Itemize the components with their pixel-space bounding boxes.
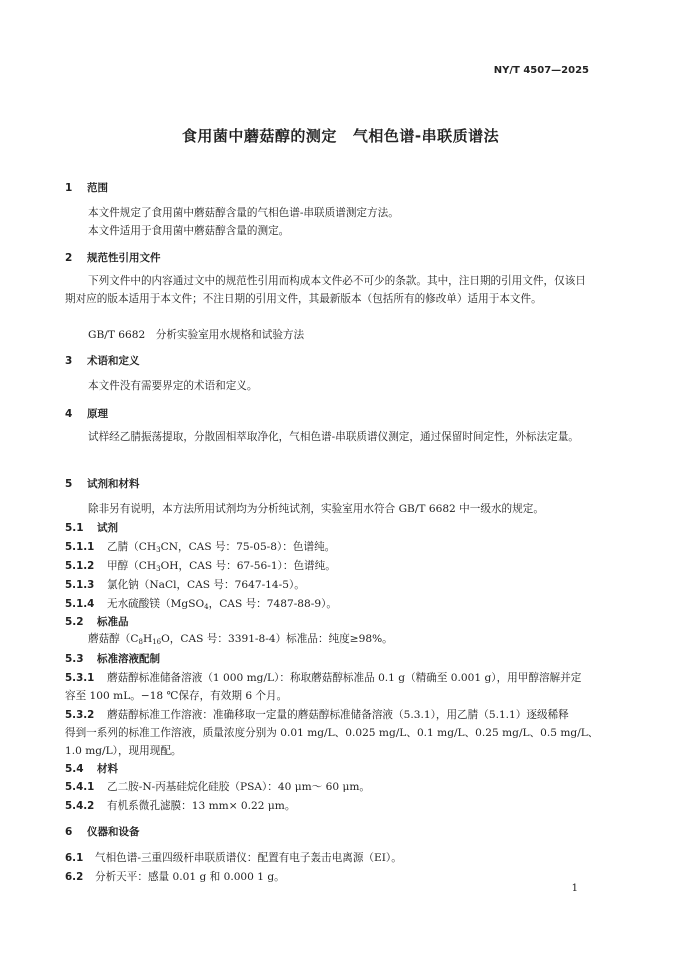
title-part2: 气相色谱-串联质谱法 (352, 127, 500, 145)
subsection-5-4-number: 5.4 (65, 763, 84, 775)
section-4-title: 原理 (87, 408, 108, 420)
item-5-3-2-line-3: 1.0 mg/L），现用现配。 (65, 745, 182, 757)
section-5-heading (65, 476, 140, 491)
item-5-3-2-line-1: 蘑菇醇标准工作溶液：准确移取一定量的蘑菇醇标准储备溶液（5.3.1），用乙腈（5.1.1）逐级稀释 (107, 709, 569, 721)
section-4-paragraph (65, 428, 590, 446)
section-6-number: 6 (65, 826, 73, 838)
item-5-1-3-text: 氯化钠（NaCl，CAS 号：7647-14-5）。 (107, 579, 305, 591)
section-1-heading (65, 180, 108, 195)
item-5-3-2-number: 5.3.2 (65, 709, 95, 721)
section-1-title: 范围 (87, 182, 108, 194)
section-4-number: 4 (65, 408, 73, 420)
item-5-1-1-text-b: CN，CAS 号：75-05-8）：色谱纯。 (160, 541, 336, 553)
subsection-5-4-heading (65, 761, 118, 776)
item-5-1-2-text-a: 甲醇（CH (107, 560, 157, 572)
item-5-3-2-continued-1 (65, 725, 598, 740)
section-1-paragraph-2: 本文件适用于食用菌中蘑菇醇含量的测定。 (88, 225, 290, 237)
item-5-4-2 (65, 798, 295, 813)
standard-subscript-2: 16 (152, 638, 162, 646)
item-6-2-text: 分析天平：感量 0.01 g 和 0.000 1 g。 (95, 871, 285, 883)
item-5-1-1 (65, 539, 335, 554)
section-2-heading (65, 250, 161, 265)
item-5-4-1-text: 乙二胺-N-丙基硅烷化硅胶（PSA）：40 μm～ 60 μm。 (107, 781, 370, 793)
item-5-1-2 (65, 558, 336, 573)
section-5-intro: 除非另有说明，本方法所用试剂均为分析纯试剂，实验室用水符合 GB/T 6682 中一级水的规定。 (88, 503, 544, 515)
item-5-3-2 (65, 707, 569, 722)
subsection-5-4-title: 材料 (97, 763, 118, 775)
standard-text-c: O，CAS 号：3391-8-4）标准品：纯度≥98%。 (161, 633, 393, 645)
item-6-1 (65, 850, 402, 865)
item-5-1-4-text-a: 无水硫酸镁（MgSO (107, 598, 205, 610)
section-5-number: 5 (65, 478, 73, 490)
item-5-4-1-number: 5.4.1 (65, 781, 95, 793)
subsection-5-1-number: 5.1 (65, 522, 84, 534)
section-1-number: 1 (65, 182, 73, 194)
section-6-title: 仪器和设备 (87, 826, 140, 838)
section-4-paragraph-text: 试样经乙腈振荡提取，分散固相萃取净化，气相色谱-串联质谱仪测定，通过保留时间定性，外标法定量。 (88, 431, 579, 443)
item-5-1-2-subscript: 3 (156, 565, 161, 573)
item-5-1-2-text-b: OH，CAS 号：67-56-1）：色谱纯。 (160, 560, 336, 572)
section-4-heading (65, 406, 108, 421)
section-2-title: 规范性引用文件 (87, 252, 161, 264)
document-title (0, 125, 681, 146)
item-5-1-1-text-a: 乙腈（CH (107, 541, 157, 553)
section-3-number: 3 (65, 355, 73, 367)
section-5-title: 试剂和材料 (87, 478, 140, 490)
item-5-3-1-line-1: 蘑菇醇标准储备溶液（1 000 mg/L）：称取蘑菇醇标准品 0.1 g（精确至 0.001 g），用甲醇溶解并定 (107, 672, 582, 684)
title-part1: 食用菌中蘑菇醇的测定 (181, 127, 337, 145)
item-5-3-1-continued (65, 688, 287, 703)
normative-reference: GB/T 6682 分析实验室用水规格和试验方法 (88, 329, 305, 341)
section-3-title: 术语和定义 (87, 355, 140, 367)
item-5-1-4-text-b: ，CAS 号：7487-88-9）。 (208, 598, 337, 610)
page-number: 1 (571, 883, 578, 894)
subsection-5-1-title: 试剂 (97, 522, 118, 534)
standard-code: NY/T 4507—2025 (493, 65, 589, 76)
standard-subscript-1: 8 (138, 638, 143, 646)
section-2-number: 2 (65, 252, 73, 264)
section-1-paragraph-1: 本文件规定了食用菌中蘑菇醇含量的气相色谱-串联质谱测定方法。 (88, 207, 399, 219)
section-6-heading (65, 824, 140, 839)
item-5-1-3-number: 5.1.3 (65, 579, 95, 591)
item-6-2 (65, 869, 285, 884)
item-5-3-1-line-2: 容至 100 mL。−18 ℃保存，有效期 6 个月。 (65, 690, 288, 702)
item-5-1-1-number: 5.1.1 (65, 541, 95, 553)
standard-text-b: H (142, 633, 153, 645)
section-2-paragraph (65, 272, 590, 308)
subsection-5-3-heading (65, 651, 160, 666)
item-6-1-number: 6.1 (65, 852, 84, 864)
item-5-4-2-text: 有机系微孔滤膜：13 mm× 0.22 μm。 (107, 800, 296, 812)
section-2-paragraph-text: 下列文件中的内容通过文中的规范性引用而构成本文件必不可少的条款。其中，注日期的引用文件，仅该日期对应的版本适用于本文件；不注日期的引用文件，其最新版本（包括所有的修改单）适用于本文件。 (65, 275, 586, 305)
subsection-5-3-number: 5.3 (65, 653, 84, 665)
subsection-5-2-heading (65, 614, 129, 629)
item-5-3-2-continued-2 (65, 743, 182, 758)
item-6-2-number: 6.2 (65, 871, 84, 883)
item-5-3-2-line-2: 得到一系列的标准工作溶液，质量浓度分别为 0.01 mg/L、0.025 mg/L、0.1 mg/L、0.25 mg/L、0.5 mg/L、 (65, 727, 599, 739)
item-5-4-2-number: 5.4.2 (65, 800, 95, 812)
item-5-1-4-subscript: 4 (204, 603, 209, 611)
item-5-1-4-number: 5.1.4 (65, 598, 95, 610)
item-5-4-1 (65, 779, 370, 794)
item-5-1-1-subscript: 3 (156, 546, 161, 554)
item-5-3-1-number: 5.3.1 (65, 672, 95, 684)
item-5-1-4 (65, 596, 337, 611)
item-6-1-text: 气相色谱-三重四级杆串联质谱仪：配置有电子轰击电离源（EI）。 (95, 852, 402, 864)
standard-text-a: 蘑菇醇（C (88, 633, 139, 645)
item-5-1-3 (65, 577, 305, 592)
item-5-3-1 (65, 670, 581, 685)
subsection-5-3-title: 标准溶液配制 (97, 653, 160, 665)
subsection-5-2-title: 标准品 (97, 616, 129, 628)
subsection-5-2-number: 5.2 (65, 616, 84, 628)
subsection-5-1-heading (65, 520, 118, 535)
item-5-1-2-number: 5.1.2 (65, 560, 95, 572)
section-3-paragraph: 本文件没有需要界定的术语和定义。 (88, 380, 258, 392)
standard-substance-description (88, 631, 393, 646)
section-3-heading (65, 353, 140, 368)
